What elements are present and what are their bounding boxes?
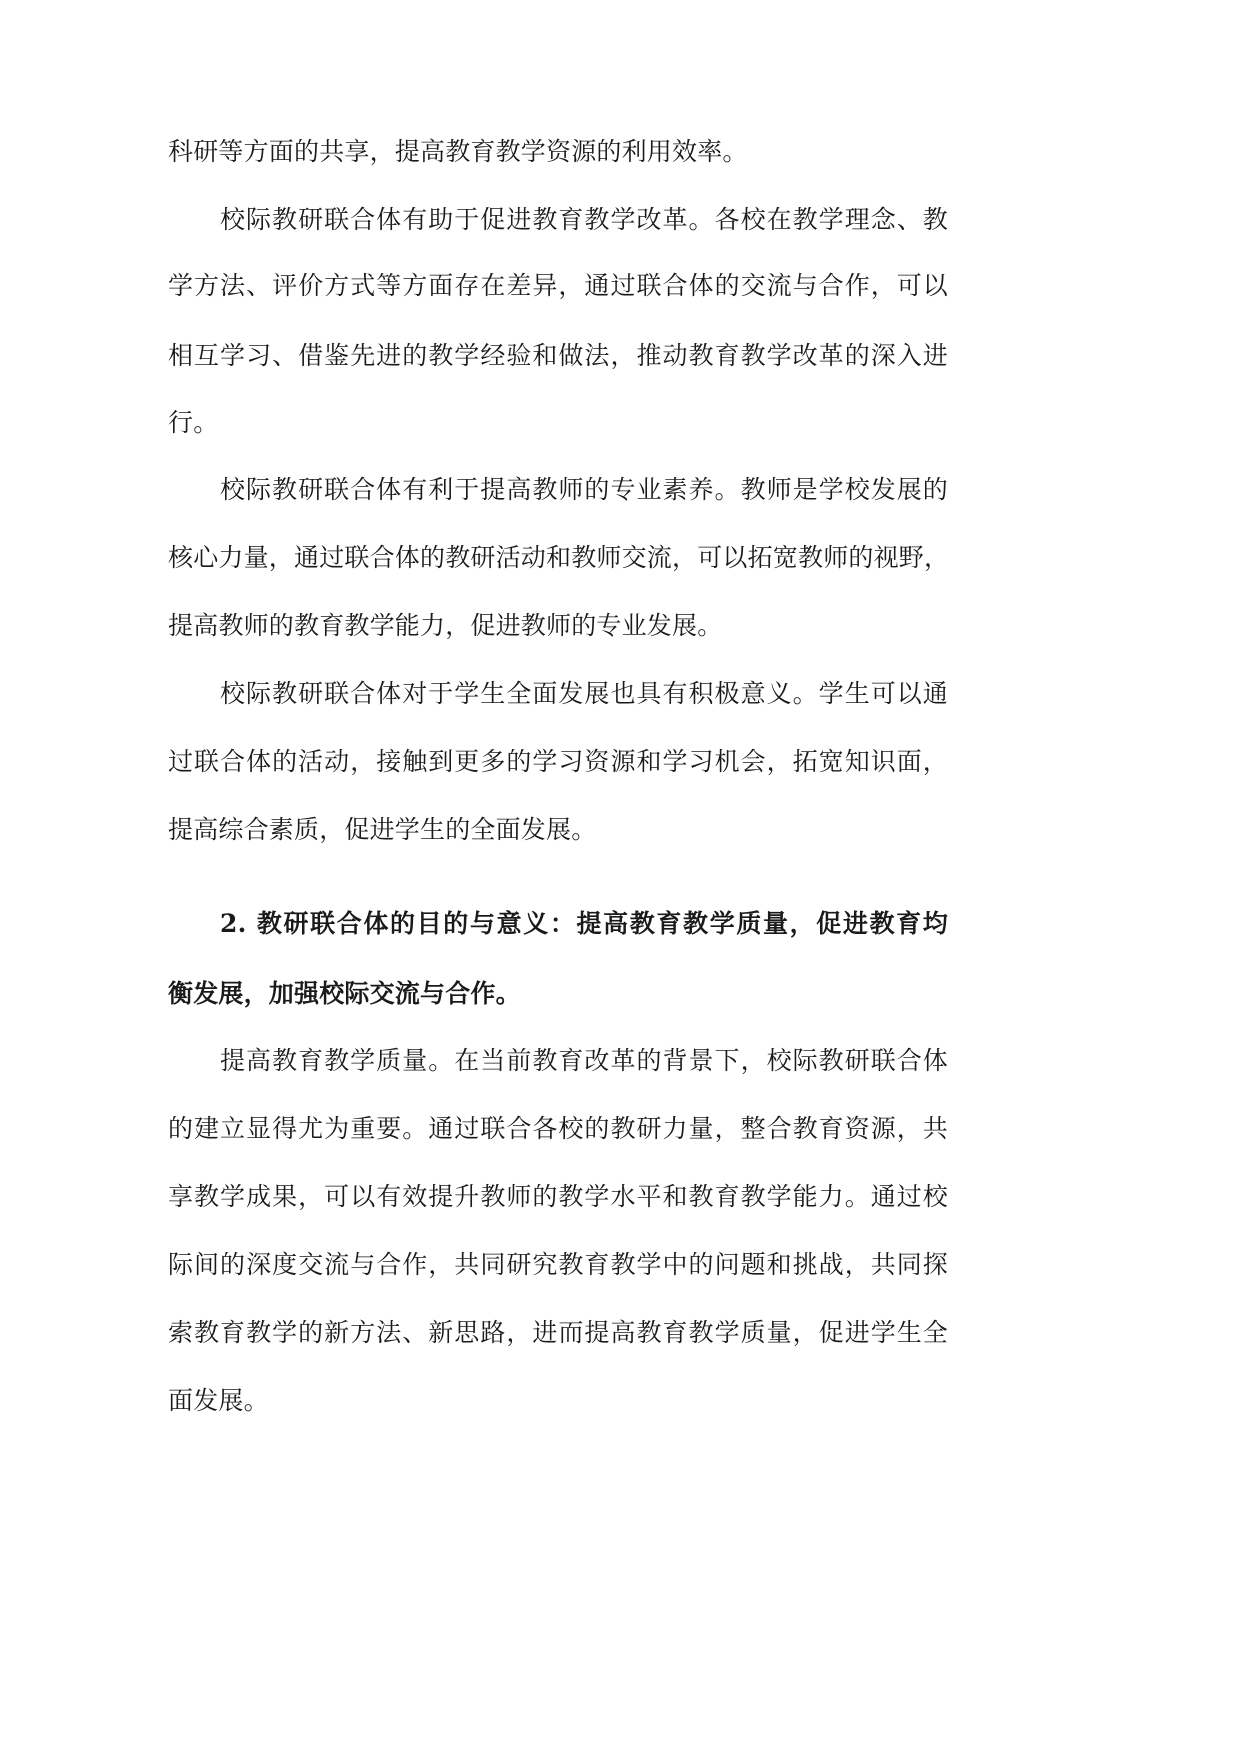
paragraph-line: 提高综合素质，促进学生的全面发展。 xyxy=(168,815,597,844)
paragraph-line: 面发展。 xyxy=(168,1386,269,1415)
paragraph-line: 提高教师的教育教学能力，促进教师的专业发展。 xyxy=(168,611,723,640)
paragraph-line: 际间的深度交流与合作，共同研究教育教学中的问题和挑战，共同探 xyxy=(168,1250,948,1279)
paragraph-line: 核心力量，通过联合体的教研活动和教师交流，可以拓宽教师的视野， xyxy=(168,543,950,572)
paragraph-line: 校际教研联合体有助于促进教育教学改革。各校在教学理念、教 xyxy=(220,205,948,234)
paragraph-line: 学方法、评价方式等方面存在差异，通过联合体的交流与合作，可以 xyxy=(168,271,948,300)
paragraph-line: 提高教育教学质量。在当前教育改革的背景下，校际教研联合体 xyxy=(220,1046,948,1075)
paragraph-line: 相互学习、借鉴先进的教学经验和做法，推动教育教学改革的深入进 xyxy=(168,341,948,370)
section-heading-line: 衡发展，加强校际交流与合作。 xyxy=(168,979,521,1008)
paragraph-line: 过联合体的活动，接触到更多的学习资源和学习机会，拓宽知识面， xyxy=(168,747,948,776)
section-heading-line: 2. 教研联合体的目的与意义：提高教育教学质量，促进教育均 xyxy=(220,909,948,938)
paragraph-line: 索教育教学的新方法、新思路，进而提高教育教学质量，促进学生全 xyxy=(168,1318,948,1347)
paragraph-line: 校际教研联合体有利于提高教师的专业素养。教师是学校发展的 xyxy=(220,475,948,504)
paragraph-line: 行。 xyxy=(168,408,219,437)
paragraph-line: 校际教研联合体对于学生全面发展也具有积极意义。学生可以通 xyxy=(220,679,948,708)
paragraph-line: 科研等方面的共享，提高教育教学资源的利用效率。 xyxy=(168,137,748,166)
paragraph-line: 享教学成果，可以有效提升教师的教学水平和教育教学能力。通过校 xyxy=(168,1182,948,1211)
paragraph-line: 的建立显得尤为重要。通过联合各校的教研力量，整合教育资源，共 xyxy=(168,1114,948,1143)
